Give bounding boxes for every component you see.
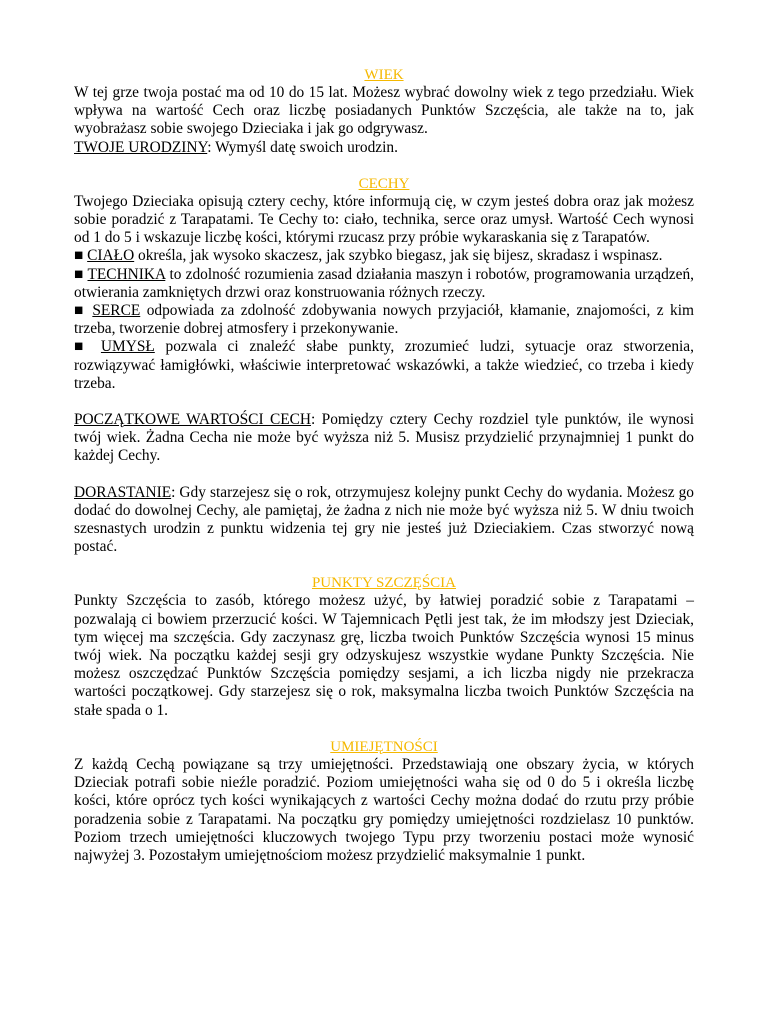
- bullet-icon: ■: [74, 338, 101, 356]
- poczatkowe-label: POCZĄTKOWE WARTOŚCI CECH: [74, 411, 312, 429]
- bullet-icon: ■: [74, 265, 88, 283]
- cecha-label-umysl: UMYSŁ: [100, 338, 155, 356]
- poczatkowe-text: : Pomiędzy cztery Cechy rozdziel tyle punktów, ile wynosi twój wiek. Żadna Cecha nie może być wyższa niż 5. Musisz przydzielić przynajmniej 1 punkt do każdej Cechy.: [74, 411, 694, 465]
- cecha-text-cialo: określa, jak wysoko skaczesz, jak szybko biegasz, jak się bijesz, skradasz i wspinasz.: [134, 247, 663, 265]
- cecha-item-technika: [74, 266, 694, 302]
- poczatkowe-paragraph: [74, 411, 694, 466]
- cechy-intro: Twojego Dzieciaka opisują cztery cechy, które informują cię, w czym jesteś dobra oraz jak możesz sobie poradzić z Tarapatami. Te Cechy to: ciało, technika, serce oraz umysł. Wartość Cech wynosi od 1 do 5 i wskazuje liczbę kości, którymi rzucasz przy próbie wykaraskania się z Tarapatów.: [74, 192, 694, 247]
- urodziny-line: [74, 139, 694, 157]
- punkty-paragraph: Punkty Szczęścia to zasób, którego możesz użyć, by łatwiej poradzić sobie z Tarapatami – pozwalają ci bowiem przerzucić kości. W Tajemnicach Pętli jest tak, że im młodszy jest Dzieciak, tym więcej ma szczęścia. Gdy zaczynasz grę, liczba twoich Punktów Szczęścia wynosi 15 minus twój wiek. Na początku każdej sesji gry odzyskujesz wszystkie wydane Punkty Szczęścia. Nie możesz oszczędzać Punktów Szczęścia pomiędzy sesjami, a ich liczba nigdy nie przekracza wartości początkowej. Gdy starzejesz się o rok, maksymalna liczba twoich Punktów Szczęścia na stałe spada o 1.: [74, 592, 694, 719]
- section-heading-punkty: PUNKTY SZCZĘŚCIA: [311, 575, 457, 592]
- dorastanie-paragraph: [74, 484, 694, 557]
- section-heading-cechy: CECHY: [358, 175, 410, 192]
- urodziny-label: TWOJE URODZINY: [74, 138, 208, 156]
- umiejetnosci-paragraph: Z każdą Cechą powiązane są trzy umiejętności. Przedstawiają one obszary życia, w których Dzieciak potrafi sobie nieźle poradzić. Poziom umiejętności waha się od 0 do 5 i określa liczbę kości, które oprócz tych kości wynikających z wartości Cechy można dodać do rzutu przy próbie poradzenia sobie z Tarapatami. Na początku gry pomiędzy umiejętności rozdzielasz 10 punktów. Poziom trzech umiejętności kluczowych twojego Typu przy tworzeniu postaci może wynosić najwyżej 3. Pozostałym umiejętnościom możesz przydzielić maksymalnie 1 punkt.: [74, 755, 694, 864]
- section-heading-wiek: WIEK: [364, 67, 404, 83]
- cecha-label-technika: TECHNIKA: [87, 265, 166, 283]
- bullet-icon: ■: [74, 302, 93, 320]
- section-heading-umiejetnosci: UMIEJĘTNOŚCI: [330, 738, 438, 755]
- dorastanie-label: DORASTANIE: [74, 483, 172, 501]
- cecha-text-serce: odpowiada za zdolność zdobywania nowych przyjaciół, kłamanie, znajomości, z kim trzeba, tworzenie dobrej atmosfery i przekonywanie.: [74, 302, 694, 338]
- cecha-label-serce: SERCE: [92, 302, 141, 320]
- urodziny-text: : Wymyśl datę swoich urodzin.: [207, 138, 398, 156]
- cecha-text-technika: to zdolność rozumienia zasad działania maszyn i robotów, programowania urządzeń, otwierania zamkniętych drzwi oraz konstruowania różnych rzeczy.: [74, 265, 694, 301]
- bullet-icon: ■: [74, 247, 88, 265]
- cecha-item-cialo: [74, 247, 694, 265]
- wiek-paragraph: W tej grze twoja postać ma od 10 do 15 lat. Możesz wybrać dowolny wiek z tego przedziału. Wiek wpływa na wartość Cech oraz liczbę posiadanych Punktów Szczęścia, ale także na to, jak wyobrażasz sobie swojego Dzieciaka i jak go odgrywasz.: [74, 84, 694, 138]
- cecha-label-cialo: CIAŁO: [87, 247, 135, 265]
- dorastanie-text: : Gdy starzejesz się o rok, otrzymujesz kolejny punkt Cechy do wydania. Możesz go dodać do dowolnej Cechy, ale pamiętaj, że żadna z nich nie może być wyższa niż 5. W dniu twoich szesnastych urodzin z punktu widzenia tej gry nie jesteś już Dzieciakiem. Czas stworzyć nową postać.: [74, 483, 694, 556]
- cecha-item-serce: [74, 302, 694, 338]
- cecha-text-umysl: pozwala ci znaleźć słabe punkty, zrozumieć ludzi, sytuacje oraz stworzenia, rozwiązywać łamigłówki, właściwie interpretować wskazówki, a także wiedzieć, co trzeba i kiedy trzeba.: [74, 338, 694, 392]
- cecha-item-umysl: [74, 338, 694, 393]
